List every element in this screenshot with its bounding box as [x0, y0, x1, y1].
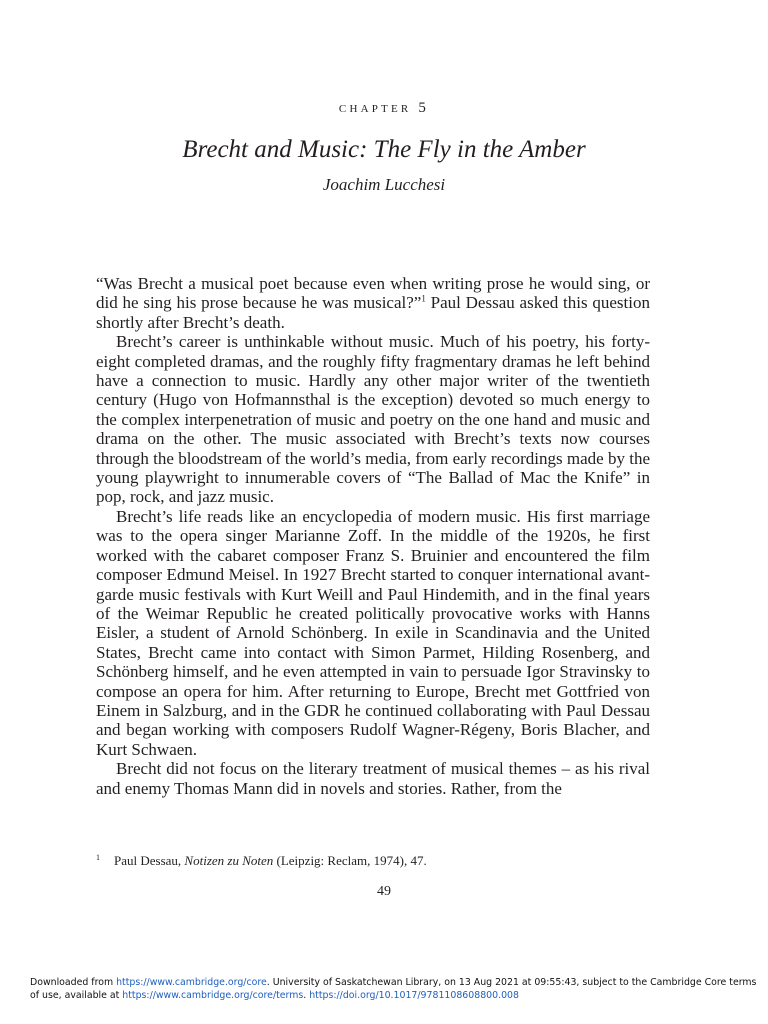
footnote-title: Notizen zu Noten — [184, 853, 274, 868]
download-notice-text-2: . University of Saskatchewan Library, on 13 Aug 2021 at 09:55:43, subject to the Cambridge Core terms of use, available at — [30, 977, 757, 1001]
chapter-title: Brecht and Music: The Fly in the Amber — [182, 136, 586, 163]
download-notice — [30, 977, 760, 1002]
chapter-label: chapter 5 — [338, 100, 430, 116]
footnote-reference[interactable]: 1 — [421, 293, 426, 304]
paragraph-1-quote: “Was Brecht a musical poet because even when writing prose he would sing, or did he sing his prose because he was musical?” — [96, 274, 650, 313]
footnote-author: Paul Dessau, — [114, 853, 185, 868]
download-notice-text-3: . — [303, 989, 310, 1001]
paragraph-1-rest: Paul Dessau asked this question shortly after Brecht’s death. — [96, 293, 650, 332]
doi-link[interactable]: https://doi.org/10.1017/9781108608800.008 — [309, 989, 519, 1001]
body-text — [96, 274, 650, 798]
cambridge-core-link[interactable]: https://www.cambridge.org/core — [116, 977, 267, 988]
paragraph-1 — [96, 274, 650, 332]
chapter-author: Joachim Lucchesi — [322, 175, 446, 194]
paragraph-2: Brecht’s career is unthinkable without music. Much of his poetry, his forty-eight completed dramas, and the roughly fifty fragmentary dramas he left behind have a connection to music. Hardly any other major writer of the twentieth century (Hugo von Hofmannsthal is the exception) devoted so much energy to the complex interpenetration of music and poetry on the one hand and music and drama on the other. The music associated with Brecht’s texts now courses through the bloodstream of the world’s media, from early recordings made by the young playwright to innumerable covers of “The Ballad of Mac the Knife” in pop, rock, and jazz music. — [96, 332, 650, 507]
paragraph-4: Brecht did not focus on the literary treatment of musical themes – as his rival and enemy Thomas Mann did in novels and stories. Rather, from the — [96, 759, 650, 798]
paragraph-3: Brecht’s life reads like an encyclopedia of modern music. His first marriage was to the opera singer Marianne Zoff. In the middle of the 1920s, he first worked with the cabaret composer Franz S. Bruinier and encountered the film composer Edmund Meisel. In 1927 Brecht started to conquer international avant-garde music festivals with Kurt Weill and Paul Hindemith, and in the final years of the Weimar Republic he created politically provocative works with Hanns Eisler, a student of Arnold Schönberg. In exile in Scandinavia and the United States, Brecht came into contact with Simon Parmet, Hilding Rosenberg, and Schönberg himself, and he even attempted in vain to persuade Igor Stravinsky to compose an opera for him. After returning to Europe, Brecht met Gottfried von Einem in Salzburg, and in the GDR he continued collaborating with Paul Dessau and began working with composers Rudolf Wagner-Régeny, Boris Blacher, and Kurt Schwaen. — [96, 506, 650, 759]
terms-link[interactable]: https://www.cambridge.org/core/terms — [122, 989, 304, 1001]
download-notice-text-1: Downloaded from — [30, 977, 117, 988]
page-number: 49 — [377, 884, 391, 899]
footnote-rest: (Leipzig: Reclam, 1974), 47. — [273, 853, 427, 868]
footnote: 1 Paul Dessau, Notizen zu Noten (Leipzig: Reclam, 1974), 47. — [96, 852, 427, 868]
